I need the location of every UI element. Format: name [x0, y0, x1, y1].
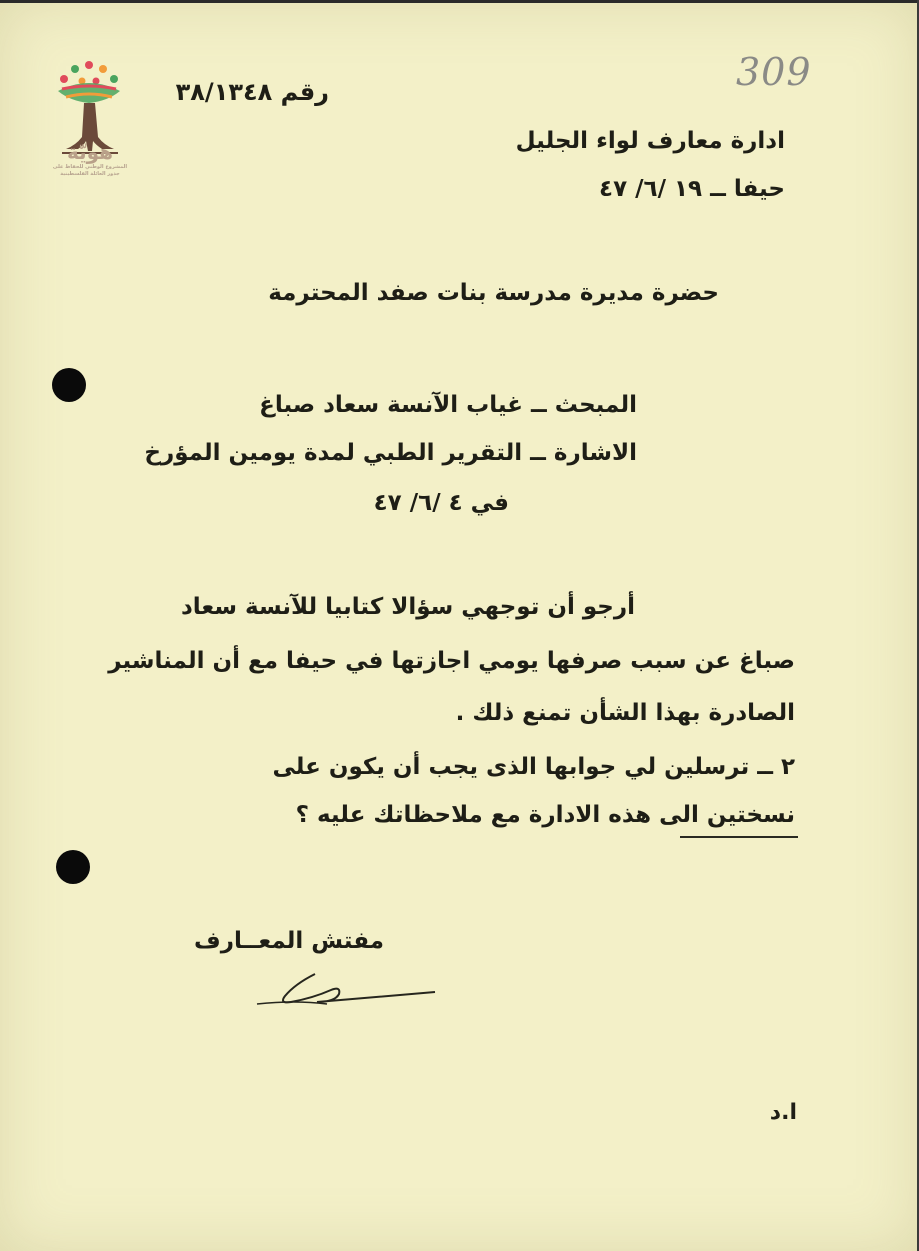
logo-tagline-2: جذور العائلة الفلسطينية	[60, 171, 120, 177]
folio-number: 309	[736, 50, 812, 94]
place-date: حيفا ــ ١٩ /٦/ ٤٧	[599, 176, 785, 202]
body-line-5: نسختين الى هذه الادارة مع ملاحظاتك عليه ؟	[295, 802, 795, 828]
reference-number: رقم ٣٨/١٣٤٨	[175, 78, 329, 106]
punch-hole-bottom	[56, 850, 90, 884]
signer-title: مفتش المعــارف	[194, 928, 384, 954]
subject-line: المبحث ــ غياب الآنسة سعاد صباغ	[259, 392, 637, 418]
addressee: حضرة مديرة مدرسة بنات صفد المحترمة	[268, 280, 719, 306]
text-underline	[680, 836, 798, 838]
department-name: ادارة معارف لواء الجليل	[515, 128, 785, 154]
logo-people-icon	[58, 61, 120, 103]
signature-icon	[255, 970, 440, 1010]
body-line-4: ٢ ــ ترسلين لي جوابها الذى يجب أن يكون على	[272, 754, 795, 780]
logo-tagline-1: المشروع الوطني للحفاظ على	[52, 164, 128, 170]
body-line-3: الصادرة بهذا الشأن تمنع ذلك .	[455, 700, 795, 726]
body-line-2: صباغ عن سبب صرفها يومي اجازتها في حيفا مع أن المناشير	[108, 648, 795, 674]
punch-hole-top	[52, 368, 86, 402]
logo-caption	[40, 140, 140, 178]
body-line-1: أرجو أن توجهي سؤالا كتابيا للآنسة سعاد	[180, 594, 635, 620]
logo-name: هويّة	[66, 140, 114, 164]
reference-line: الاشارة ــ التقرير الطبي لمدة يومين المؤرخ	[144, 440, 637, 466]
reference-date-line: في ٤ /٦/ ٤٧	[373, 490, 509, 516]
typist-initials: ا.د	[769, 1100, 797, 1125]
top-border	[0, 0, 919, 3]
